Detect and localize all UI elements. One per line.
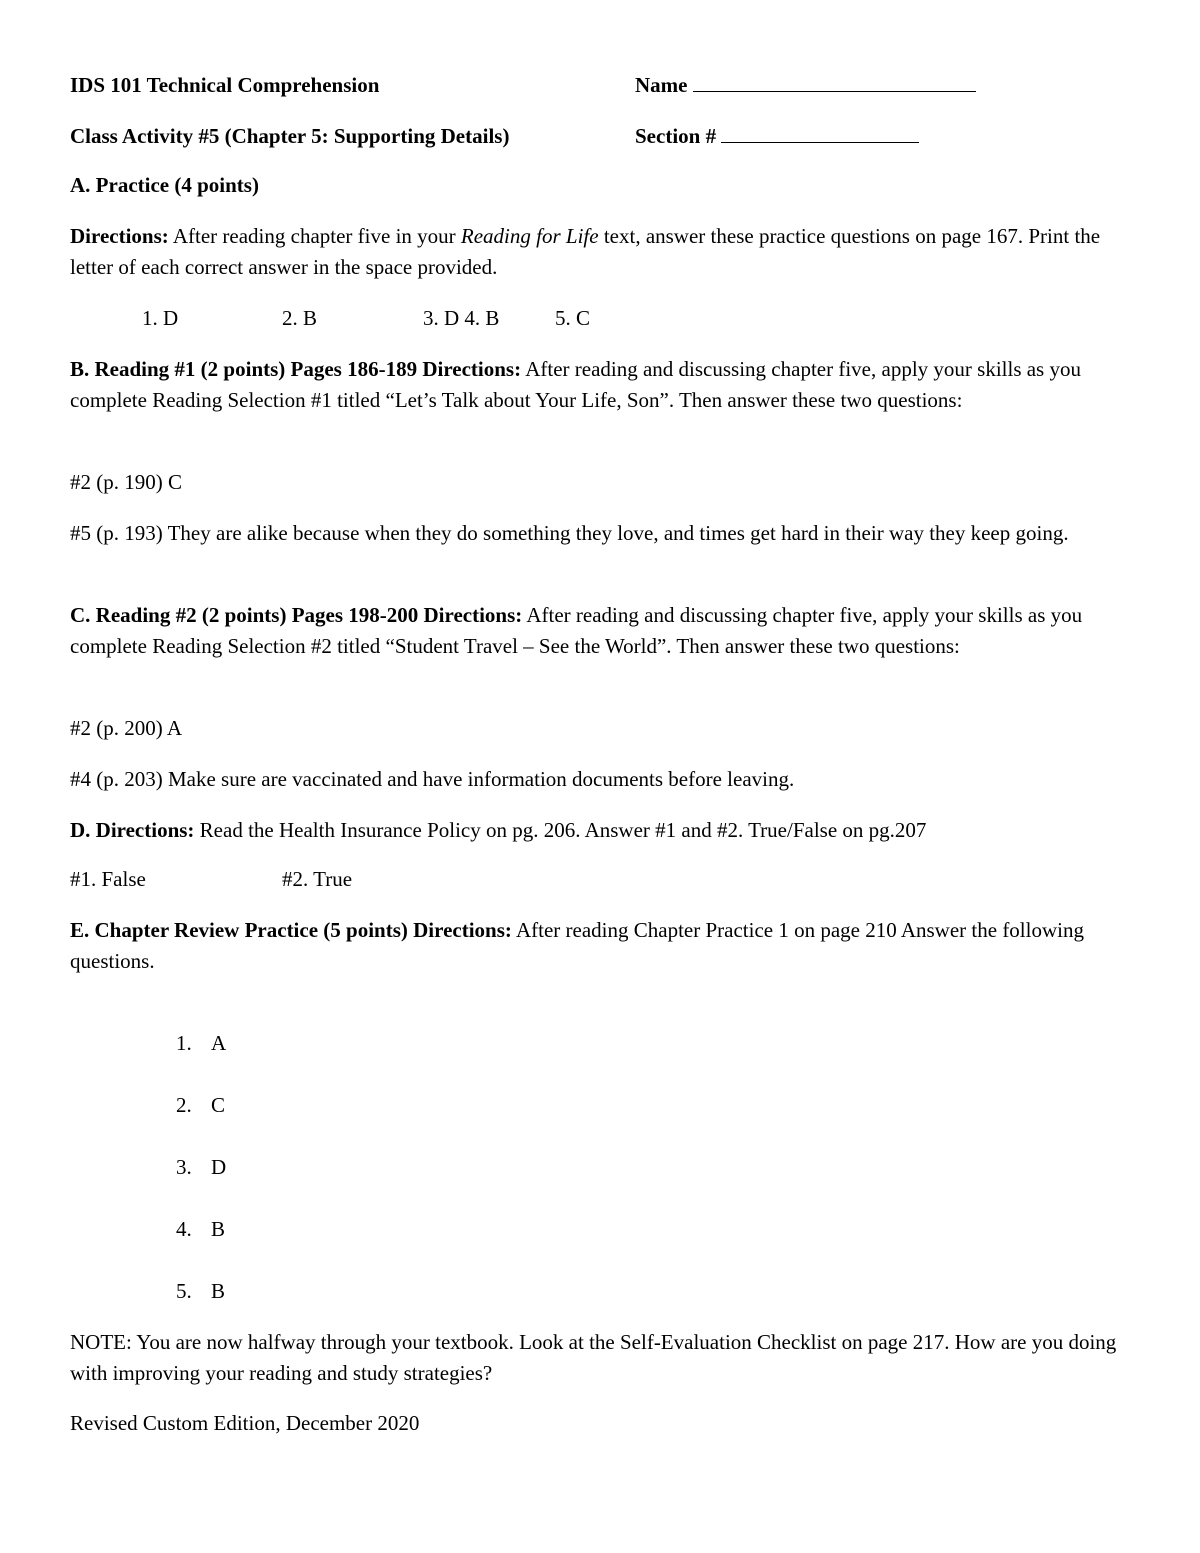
name-blank	[693, 71, 976, 92]
section-e-heading: E. Chapter Review Practice (5 points) Directions:	[70, 918, 512, 942]
list-answer: A	[211, 1031, 227, 1055]
answer-item: 1. D	[142, 306, 179, 330]
section-b-heading: B. Reading #1 (2 points) Pages 186-189 Directions:	[70, 357, 522, 381]
edition-footer: Revised Custom Edition, December 2020	[70, 1411, 420, 1435]
section-b-answer-2: #5 (p. 193) They are alike because when they do something they love, and times get hard in their way they keep going.	[70, 521, 1069, 545]
answer-item: #2. True	[282, 867, 353, 891]
section-d-heading: D. Directions:	[70, 818, 195, 842]
section-b-text: After reading and discussing chapter five, apply your skills as you complete Reading Selection #1 titled “Let’s Talk about Your Life, Son”. Then answer these two questions:	[70, 357, 1081, 412]
section-a-heading	[70, 170, 1130, 201]
section-c-answer-1: #2 (p. 200) A	[70, 716, 182, 740]
section-b-answer-1: #2 (p. 190) C	[70, 470, 182, 494]
section-d-paragraph	[70, 815, 1130, 846]
header-row-activity	[70, 121, 1130, 152]
name-field	[635, 70, 976, 101]
list-number: 2.	[176, 1093, 192, 1117]
answer-item: 2. B	[282, 306, 318, 330]
answer-item: 5. C	[555, 306, 591, 330]
section-c-answer-2: #4 (p. 203) Make sure are vaccinated and have information documents before leaving.	[70, 767, 795, 791]
list-answer: B	[211, 1217, 226, 1241]
section-label: Section #	[635, 124, 717, 148]
book-title: Reading for Life	[460, 224, 599, 248]
directions-label: Directions:	[70, 224, 169, 248]
name-label: Name	[635, 73, 688, 97]
section-c-paragraph	[70, 600, 1130, 662]
section-e-text: After reading Chapter Practice 1 on page 210 Answer the following questions.	[70, 918, 1084, 973]
list-answer: B	[211, 1279, 226, 1303]
list-item	[70, 1028, 1130, 1059]
list-number: 5.	[176, 1279, 192, 1303]
section-c-text: After reading and discussing chapter five, apply your skills as you complete Reading Selection #2 titled “Student Travel – See the World”. Then answer these two questions:	[70, 603, 1083, 658]
section-c-heading: C. Reading #2 (2 points) Pages 198-200 Directions:	[70, 603, 523, 627]
section-d-text: Read the Health Insurance Policy on pg. 206. Answer #1 and #2. True/False on pg.207	[194, 818, 927, 842]
list-item	[70, 1276, 1130, 1307]
section-a-title: A. Practice (4 points)	[70, 173, 259, 197]
list-number: 3.	[176, 1155, 192, 1179]
directions-text: After reading chapter five in your	[168, 224, 461, 248]
list-number: 4.	[176, 1217, 192, 1241]
section-b-paragraph	[70, 354, 1130, 416]
section-field	[635, 121, 919, 152]
list-item	[70, 1090, 1130, 1121]
section-a-directions	[70, 221, 1130, 283]
section-a-answers	[70, 303, 1130, 334]
header-row-course	[70, 70, 1130, 101]
course-title: IDS 101 Technical Comprehension	[70, 73, 380, 97]
section-e-paragraph	[70, 915, 1130, 977]
list-number: 1.	[176, 1031, 192, 1055]
directions-text-cont: text, answer these practice questions on page 167. Print the letter of each correct answer in the space provided.	[70, 224, 1101, 279]
list-item	[70, 1152, 1130, 1183]
note-paragraph: NOTE: You are now halfway through your textbook. Look at the Self-Evaluation Checklist on page 217. How are you doing with improving your reading and study strategies?	[70, 1330, 1117, 1385]
section-d-answers	[70, 864, 1130, 895]
list-answer: D	[211, 1155, 227, 1179]
list-answer: C	[211, 1093, 226, 1117]
list-item	[70, 1214, 1130, 1245]
answer-item: #1. False	[70, 867, 146, 891]
section-blank	[721, 122, 919, 143]
activity-title: Class Activity #5 (Chapter 5: Supporting Details)	[70, 124, 510, 148]
answer-item: 3. D 4. B	[423, 306, 500, 330]
